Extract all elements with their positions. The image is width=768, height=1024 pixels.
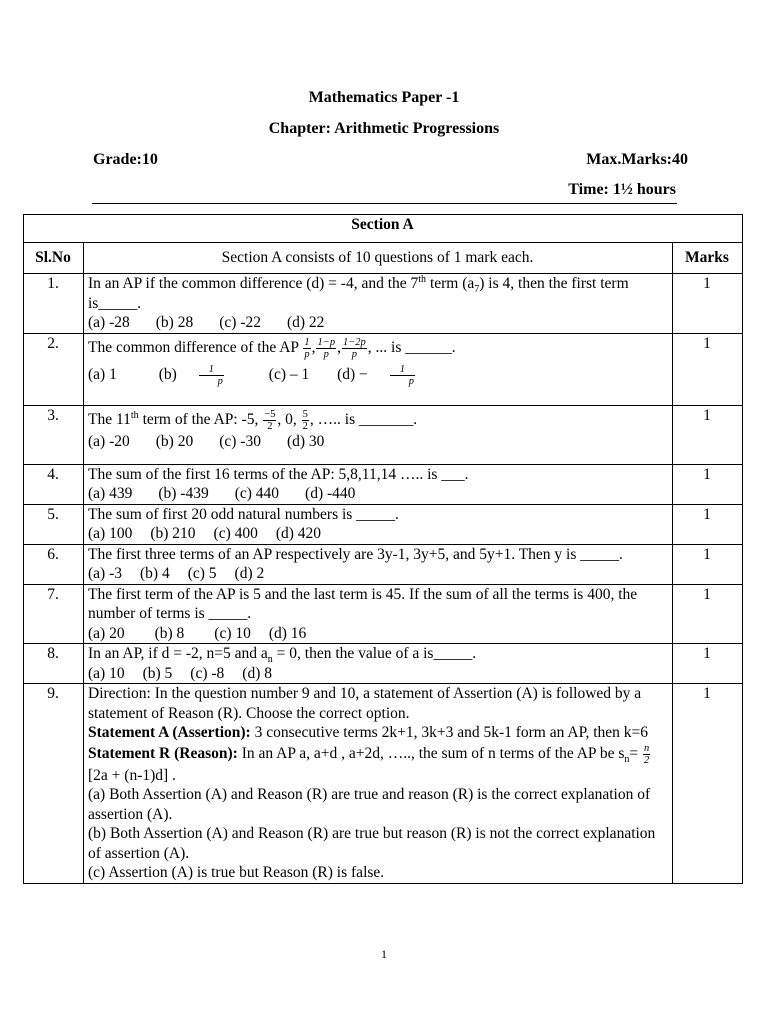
question-text: In an AP, if d = -2, n=5 and $a_n = 0$, then the value of a is_____. (a) 10 (b) 5 (c) -8 (d) 8 xyxy=(84,644,673,684)
answer-option: (c) Assertion (A) is true but Reason (R) is false. xyxy=(88,864,385,881)
direction-text: Direction: In the question number 9 and 10, a statement of Assertion (A) is followed by a statement of Reason (R). Choose the correct option. xyxy=(88,685,642,722)
question-number: 9. xyxy=(24,684,84,884)
fraction: $\frac{1-p}{p}$ xyxy=(317,336,336,360)
question-text xyxy=(84,684,673,884)
question-marks: 1 xyxy=(673,504,743,544)
question-table xyxy=(23,214,743,884)
answer-options: (a) -28 (b) 28 (c) -22 (d) 22 xyxy=(88,314,325,331)
fraction: $\frac{-5}{2}$ xyxy=(264,408,276,432)
fraction: $\frac{5}{2}$ xyxy=(302,408,308,432)
question-text: The sum of first 20 odd natural numbers is _____. (a) 100 (b) 210 (c) 400 (d) 420 xyxy=(84,504,673,544)
paper-title: Mathematics Paper -1 xyxy=(308,89,460,106)
header-rule xyxy=(92,203,677,204)
question-marks: 1 xyxy=(673,684,743,884)
max-marks-label: Max.Marks:40 xyxy=(586,151,688,168)
answer-option: (b) Both Assertion (A) and Reason (R) are true but reason (R) is not the correct explanation of assertion (A). xyxy=(88,825,656,862)
chapter-title: Chapter: Arithmetic Progressions xyxy=(268,120,500,137)
question-text: The 11th term of the AP: -5, $\frac{-5}{2}$ , 0, $\frac{5}{2}$ , ….. is _______. (a) -20 (b) 20 (c) -30 (d) 30 xyxy=(84,405,673,464)
question-marks: 1 xyxy=(673,644,743,684)
answer-options: (a) 10 (b) 5 (c) -8 (d) 8 xyxy=(88,664,272,682)
fraction: $\frac{1}{p}$ xyxy=(304,336,310,360)
question-marks: 1 xyxy=(673,274,743,334)
answer-options: (a) 20 (b) 8 (c) 10 (d) 16 xyxy=(88,624,307,642)
table-row xyxy=(24,464,743,504)
answer-options: (a) -20 (b) 20 (c) -30 (d) 30 xyxy=(88,432,325,450)
fraction: $\frac{n}{2}$ xyxy=(644,742,650,766)
question-number: 6. xyxy=(24,544,84,584)
table-row xyxy=(24,684,743,884)
question-number: 7. xyxy=(24,584,84,644)
page-number: 1 xyxy=(381,947,387,961)
answer-options: (a) 439 (b) -439 (c) 440 (d) -440 xyxy=(88,485,356,502)
answer-option: (a) Both Assertion (A) and Reason (R) are true and reason (R) is the correct explanation of assertion (A). xyxy=(88,786,651,823)
question-marks: 1 xyxy=(673,544,743,584)
question-marks: 1 xyxy=(673,584,743,644)
table-row xyxy=(24,584,743,644)
question-number: 5. xyxy=(24,504,84,544)
assertion-statement: Statement A (Assertion): 3 consecutive terms 2k+1, 3k+3 and 5k-1 form an AP, then k=6 xyxy=(88,724,649,741)
col-header-description: Section A consists of 10 questions of 1 mark each. xyxy=(84,243,673,274)
question-number: 8. xyxy=(24,644,84,684)
table-row xyxy=(24,274,743,334)
fraction: $\frac{1}{p}$ xyxy=(390,364,415,387)
question-number: 3. xyxy=(24,405,84,464)
col-header-sl-no: Sl.No xyxy=(24,243,84,274)
time-label: Time: 1½ hours xyxy=(568,181,676,198)
reason-statement: Statement R (Reason): In an AP a, a+d , a+2d, ….., the sum of n terms of the AP be $s_n=$ $\frac{n}{2}$ [2a + (n-1)d] . xyxy=(88,742,650,784)
answer-options: (a) -3 (b) 4 (c) 5 (d) 2 xyxy=(88,565,265,582)
fraction: $\frac{1-2p}{p}$ xyxy=(342,336,366,360)
col-header-marks: Marks xyxy=(673,243,743,274)
question-number: 4. xyxy=(24,464,84,504)
question-text: The first three terms of an AP respectively are 3y-1, 3y+5, and 5y+1. Then y is _____. (a) -3 (b) 4 (c) 5 (d) 2 xyxy=(84,544,673,584)
fraction: $\frac{1}{p}$ xyxy=(199,364,224,387)
question-text: In an AP if the common difference (d) = -4, and the 7th term $(a_7)$ is 4, then the first term is_____. (a) -28 (b) 28 (c) -22 (d) 22 xyxy=(84,274,673,334)
answer-options: (a) 1 (b) $\frac{1}{p}$ (c) – 1 (d) − $\frac{1}{p}$ xyxy=(88,363,414,387)
question-marks: 1 xyxy=(673,405,743,464)
section-title: Section A xyxy=(24,215,743,243)
question-text: The sum of the first 16 terms of the AP: 5,8,11,14 ….. is ___. (a) 439 (b) -439 (c) 440 (d) -440 xyxy=(84,464,673,504)
table-row xyxy=(24,504,743,544)
table-header-row xyxy=(24,243,743,274)
table-row xyxy=(24,333,743,405)
question-text: The common difference of the AP $\frac{1}{p}$ , $\frac{1-p}{p}$ , $\frac{1-2p}{p}$ , ... is ______. (a) 1 (b) $\frac{1}{p}$ (c) – 1 (d) − $\frac{1}{p}$ xyxy=(84,333,673,405)
table-row xyxy=(24,405,743,464)
question-text: The first term of the AP is 5 and the last term is 45. If the sum of all the terms is 400, the number of terms is _____. (a) 20 (b) 8 (c) 10 (d) 16 xyxy=(84,584,673,644)
table-row xyxy=(24,544,743,584)
table-row xyxy=(24,644,743,684)
answer-options: (a) 100 (b) 210 (c) 400 (d) 420 xyxy=(88,525,322,542)
question-number: 1. xyxy=(24,274,84,334)
question-marks: 1 xyxy=(673,333,743,405)
grade-label: Grade:10 xyxy=(93,151,158,168)
question-number: 2. xyxy=(24,333,84,405)
question-marks: 1 xyxy=(673,464,743,504)
